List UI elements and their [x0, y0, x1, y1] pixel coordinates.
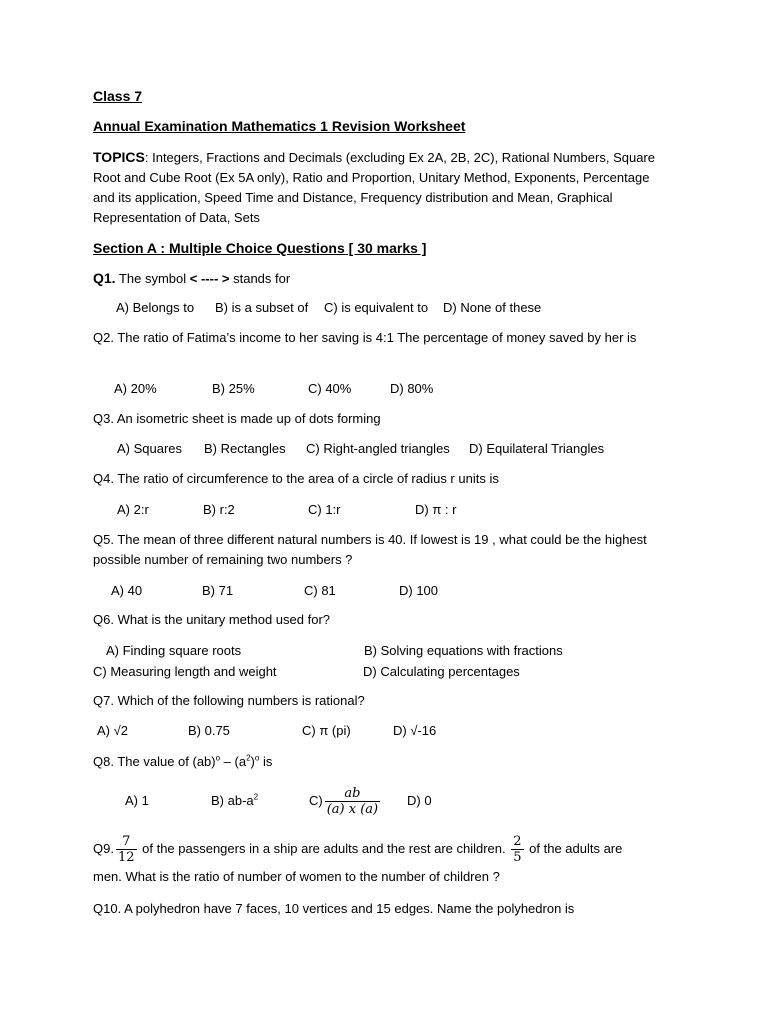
q8-option-c — [309, 783, 382, 819]
q2-option-d: D) 80% — [390, 381, 434, 396]
topics-label: TOPICS — [93, 149, 145, 165]
q7-option-c: C) π (pi) — [302, 723, 351, 738]
q8-sup-1: o — [215, 753, 221, 763]
q8-text — [93, 752, 272, 772]
q8-text-a: Q8. The value of (ab) — [93, 754, 216, 769]
q7-option-b: B) 0.75 — [188, 723, 230, 738]
q2-option-b: B) 25% — [212, 381, 255, 396]
q2-option-c: C) 40% — [308, 381, 352, 396]
q4-option-a: A) 2:r — [117, 502, 149, 517]
q1-text-after: stands for — [229, 271, 291, 286]
q8-option-c-denominator: (a) x (a) — [326, 801, 379, 817]
q8-sup-3: o — [254, 753, 260, 763]
class-label: Class 7 — [93, 88, 143, 104]
q6-option-b: B) Solving equations with fractions — [364, 643, 563, 658]
q1-number: Q1. — [93, 270, 116, 286]
q10-text: Q10. A polyhedron have 7 faces, 10 vertices and 15 edges. Name the polyhedron is — [93, 901, 575, 916]
q5-option-c: C) 81 — [304, 583, 336, 598]
q6-option-a: A) Finding square roots — [106, 643, 242, 658]
q8-text-c: ) — [250, 754, 255, 769]
q3-text: Q3. An isometric sheet is made up of dots forming — [93, 411, 381, 426]
q9-middle: of the passengers in a ship are adults and the rest are children. — [138, 841, 510, 856]
q9-line-2: men. What is the ratio of number of women to the number of children ? — [93, 869, 500, 884]
topics-text: : Integers, Fractions and Decimals (excluding Ex 2A, 2B, 2C), Rational Numbers, Square Root and Cube Root (Ex 5A only), Ratio and Proportion, Unitary Method, Exponents, Percentage and its application, Speed Time and Distance, Frequency distribution and Mean, Graphical Representation of Data, Sets — [93, 150, 655, 225]
q4-text: Q4. The ratio of circumference to the area of a circle of radius r units is — [93, 471, 499, 486]
q8-option-c-label: C) — [309, 793, 323, 808]
q8-text-d: is — [259, 754, 273, 769]
q9-prefix: Q9. — [93, 841, 114, 856]
q5-option-b: B) 71 — [202, 583, 234, 598]
worksheet-title: Annual Examination Mathematics 1 Revision Worksheet — [93, 118, 466, 134]
q5-option-a: A) 40 — [111, 583, 143, 598]
q1-option-c: C) is equivalent to — [324, 300, 429, 315]
q9-fraction-1-denominator: 12 — [117, 849, 135, 865]
q9-suffix: of the adults are — [525, 841, 623, 856]
q8-option-a: A) 1 — [125, 793, 149, 808]
topics-paragraph — [93, 147, 673, 228]
q7-text: Q7. Which of the following numbers is rational? — [93, 693, 365, 708]
q6-option-c: C) Measuring length and weight — [93, 664, 277, 679]
q4-option-b: B) r:2 — [203, 502, 235, 517]
q3-option-d: D) Equilateral Triangles — [469, 441, 605, 456]
q9-text — [93, 831, 622, 867]
q1-text-before: The symbol — [115, 271, 190, 286]
q8-option-d: D) 0 — [407, 793, 432, 808]
q9-fraction-2 — [511, 834, 523, 865]
q3-option-b: B) Rectangles — [204, 441, 286, 456]
q8-option-b — [211, 791, 258, 811]
q2-option-a: A) 20% — [114, 381, 157, 396]
q1-option-a: A) Belongs to — [116, 300, 195, 315]
q8-option-c-fraction — [325, 786, 380, 817]
q9-fraction-2-numerator: 2 — [513, 833, 522, 849]
q7-option-d: D) √-16 — [393, 723, 437, 738]
q5-text: Q5. The mean of three different natural numbers is 40. If lowest is 19 , what could be the highest possible number of remaining two numbers ? — [93, 532, 647, 567]
q5-option-d: D) 100 — [399, 583, 439, 598]
q7-option-a: A) √2 — [97, 723, 128, 738]
q4-option-d: D) π : r — [415, 502, 457, 517]
q8-sup-2: 2 — [246, 753, 251, 763]
q8-option-b-base: B) ab-a — [211, 793, 254, 808]
q2-text: Q2. The ratio of Fatima’s income to her saving is 4:1 The percentage of money saved by her is — [93, 330, 637, 345]
q9-fraction-2-denominator: 5 — [513, 849, 522, 865]
q1-symbol: < ---- > — [189, 271, 230, 286]
q8-text-b: – (a — [220, 754, 247, 769]
q1-option-d: D) None of these — [443, 300, 542, 315]
q1-text — [93, 268, 290, 289]
q9-fraction-1 — [116, 834, 137, 865]
q1-option-b: B) is a subset of — [215, 300, 309, 315]
q3-option-a: A) Squares — [117, 441, 183, 456]
q6-text: Q6. What is the unitary method used for? — [93, 612, 331, 627]
q6-option-d: D) Calculating percentages — [363, 664, 520, 679]
q8-option-b-sup: 2 — [253, 792, 259, 802]
q4-option-c: C) 1:r — [308, 502, 341, 517]
q8-option-c-numerator: ab — [344, 785, 361, 801]
q9-fraction-1-numerator: 7 — [122, 833, 131, 849]
q3-option-c: C) Right-angled triangles — [306, 441, 450, 456]
section-a-title: Section A : Multiple Choice Questions [ 30 marks ] — [93, 240, 427, 256]
